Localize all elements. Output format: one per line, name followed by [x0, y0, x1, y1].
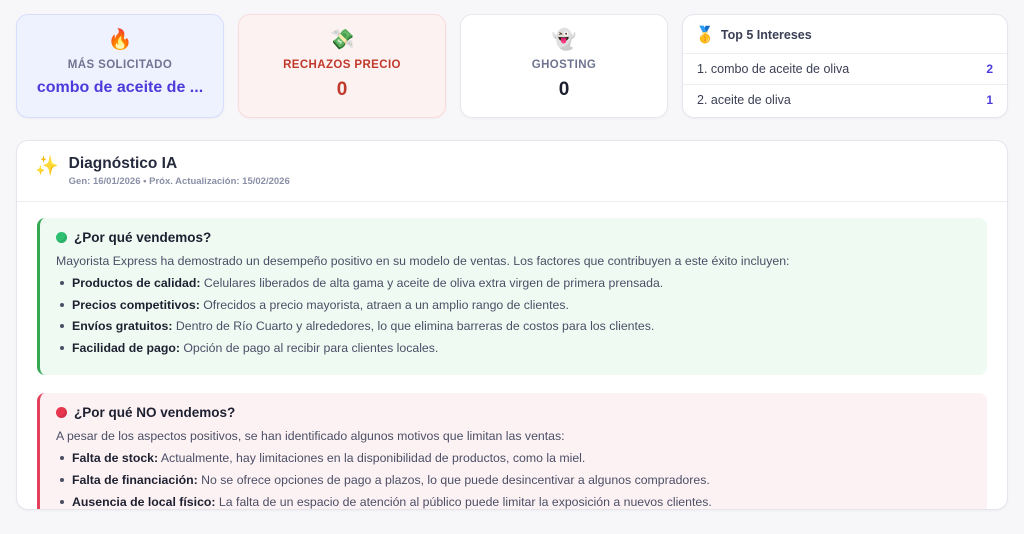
point-strong: Envíos gratuitos:: [72, 319, 173, 334]
diagnostico-ia-subtitle: Gen: 16/01/2026 • Próx. Actualización: 15/02/2026: [68, 176, 290, 187]
page-title: Diagnóstico IA: [68, 155, 178, 172]
diagnostico-ia-body: [17, 202, 1007, 510]
list-item[interactable]: [683, 84, 1007, 115]
point-strong: Productos de calidad:: [72, 276, 201, 290]
kpi-label-mas-solicitado: MÁS SOLICITADO: [67, 59, 173, 71]
top-5-intereses-card: [682, 14, 1008, 118]
list-item: [56, 472, 973, 489]
top-5-title: Top 5 Intereses: [720, 28, 812, 42]
list-item: [56, 340, 973, 357]
block-title-text: ¿Por qué NO vendemos?: [74, 405, 236, 421]
kpi-card-rechazos-precio: [238, 14, 446, 118]
red-circle-icon: [56, 407, 67, 418]
list-item: [56, 494, 973, 510]
kpi-value-ghosting: 0: [558, 79, 570, 100]
kpi-card-ghosting: [460, 14, 668, 118]
list-item-label: 1. combo de aceite de oliva: [697, 62, 850, 76]
kpi-row: [16, 14, 1008, 118]
point-text: No se ofrece opciones de pago a plazos, lo que puede desincentivar a algunos compradores.: [197, 472, 710, 487]
point-text: La falta de un espacio de atención al público puede limitar la exposición a nuevos clientes.: [215, 494, 712, 509]
point-text: Actualmente, hay limitaciones en la disponibilidad de productos, como la miel.: [158, 451, 586, 466]
point-text: Opción de pago al recibir para clientes locales.: [179, 340, 439, 355]
block-title: [56, 405, 973, 420]
kpi-card-mas-solicitado: [16, 14, 224, 118]
block-points: [56, 450, 973, 510]
point-strong: Ausencia de local físico:: [72, 494, 216, 509]
list-item: [56, 275, 973, 292]
kpi-value-mas-solicitado: combo de aceite de ...: [36, 79, 204, 96]
list-item: [56, 318, 973, 335]
top-5-header: [683, 15, 1007, 53]
kpi-label-ghosting: GHOSTING: [531, 59, 597, 71]
point-text: Ofrecidos a precio mayorista, atraen a un amplio rango de clientes.: [199, 297, 569, 312]
block-por-que-no-vendemos: [37, 393, 987, 510]
money-with-wings-icon: 💸: [329, 29, 355, 51]
list-item-count: 2: [986, 62, 993, 76]
block-intro: Mayorista Express ha demostrado un desempeño positivo en su modelo de ventas. Los factores que contribuyen a este éxito incluyen:: [56, 254, 790, 268]
block-title: [56, 230, 973, 245]
point-strong: Precios competitivos:: [72, 297, 200, 312]
diagnostico-ia-header: [17, 141, 1007, 202]
list-item-count: 1: [986, 93, 993, 107]
point-strong: Falta de financiación:: [72, 472, 198, 487]
kpi-value-rechazos-precio: 0: [336, 79, 348, 100]
ghost-icon: 👻: [551, 29, 577, 51]
fire-icon: 🔥: [107, 29, 133, 51]
block-por-que-vendemos: [37, 218, 987, 375]
point-strong: Falta de stock:: [72, 451, 159, 466]
block-title-text: ¿Por qué vendemos?: [74, 230, 212, 245]
point-text: Celulares liberados de alta gama y aceite de oliva extra virgen de primera prensada.: [200, 276, 664, 290]
diagnostico-ia-panel: [16, 140, 1008, 510]
list-item: [56, 450, 973, 467]
sparkles-icon: ✨: [35, 156, 59, 177]
green-circle-icon: [56, 232, 67, 243]
point-strong: Facilidad de pago:: [72, 340, 180, 355]
list-item: [56, 297, 973, 314]
list-item[interactable]: [683, 53, 1007, 84]
kpi-label-rechazos-precio: RECHAZOS PRECIO: [283, 59, 401, 71]
point-text: Dentro de Río Cuarto y alrededores, lo que elimina barreras de costos para los clientes.: [172, 319, 655, 334]
block-points: [56, 275, 973, 356]
medal-icon: 🥇: [695, 27, 715, 44]
list-item-label: 2. aceite de oliva: [697, 93, 791, 107]
block-intro: A pesar de los aspectos positivos, se han identificado algunos motivos que limitan las ventas:: [56, 429, 565, 444]
